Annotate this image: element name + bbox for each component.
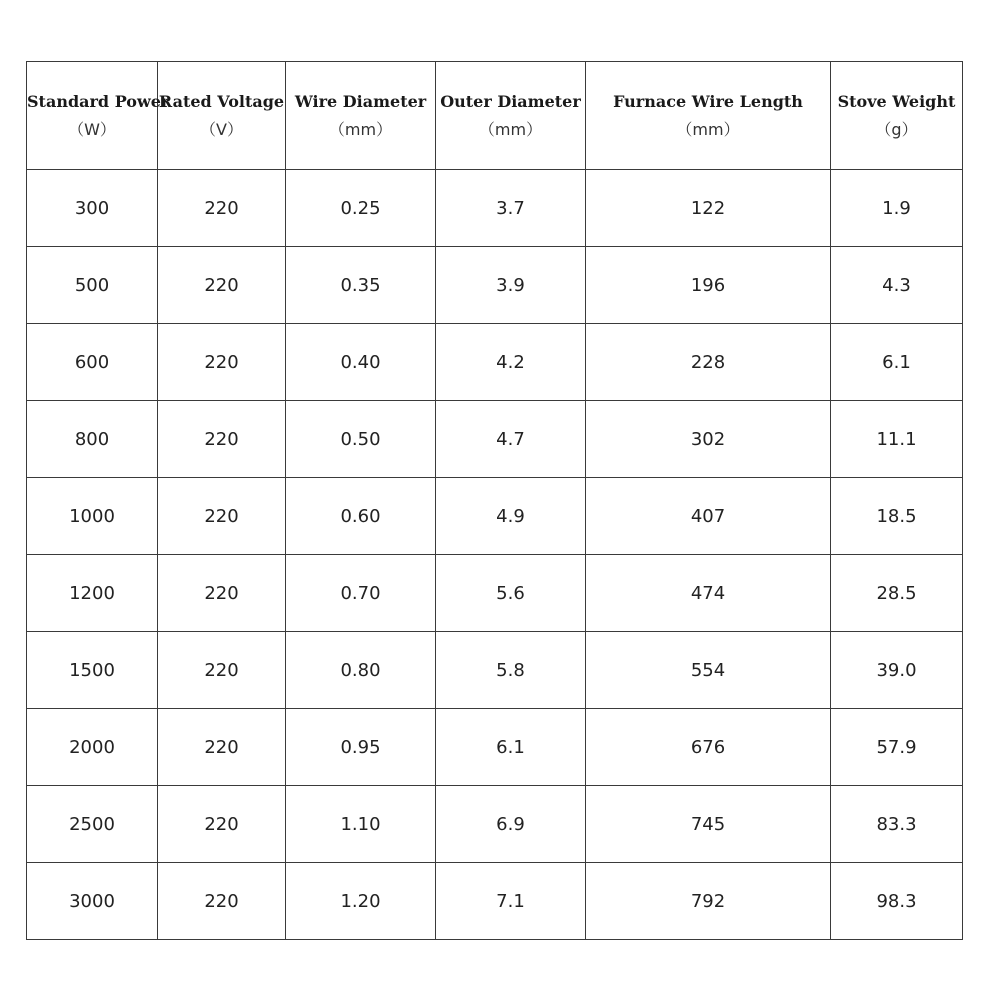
cell-outer-diameter: 5.6	[436, 555, 586, 632]
cell-furnace-wire-length: 474	[586, 555, 831, 632]
cell-standard-power: 3000	[27, 863, 158, 940]
cell-wire-diameter: 0.80	[286, 632, 436, 709]
header-unit: （W）	[68, 119, 116, 139]
cell-outer-diameter: 7.1	[436, 863, 586, 940]
table-row	[27, 863, 963, 940]
cell-rated-voltage: 220	[158, 632, 286, 709]
cell-stove-weight: 39.0	[831, 632, 963, 709]
cell-furnace-wire-length: 228	[586, 324, 831, 401]
cell-rated-voltage: 220	[158, 786, 286, 863]
cell-outer-diameter: 5.8	[436, 632, 586, 709]
cell-furnace-wire-length: 122	[586, 170, 831, 247]
header-rated-voltage	[158, 62, 286, 170]
cell-standard-power: 500	[27, 247, 158, 324]
cell-stove-weight: 83.3	[831, 786, 963, 863]
header-furnace-wire-length	[586, 62, 831, 170]
cell-furnace-wire-length: 196	[586, 247, 831, 324]
cell-standard-power: 1200	[27, 555, 158, 632]
cell-outer-diameter: 3.9	[436, 247, 586, 324]
cell-rated-voltage: 220	[158, 555, 286, 632]
cell-furnace-wire-length: 302	[586, 401, 831, 478]
table-row	[27, 478, 963, 555]
header-unit: （mm）	[478, 119, 543, 139]
cell-stove-weight: 57.9	[831, 709, 963, 786]
cell-standard-power: 2500	[27, 786, 158, 863]
header-row	[27, 62, 963, 170]
cell-wire-diameter: 1.10	[286, 786, 436, 863]
cell-outer-diameter: 4.9	[436, 478, 586, 555]
header-unit: （mm）	[676, 119, 740, 139]
cell-standard-power: 300	[27, 170, 158, 247]
table-row	[27, 786, 963, 863]
cell-wire-diameter: 0.50	[286, 401, 436, 478]
cell-furnace-wire-length: 676	[586, 709, 831, 786]
cell-standard-power: 1500	[27, 632, 158, 709]
cell-wire-diameter: 0.40	[286, 324, 436, 401]
cell-rated-voltage: 220	[158, 863, 286, 940]
cell-outer-diameter: 6.9	[436, 786, 586, 863]
header-unit: （mm）	[328, 119, 393, 139]
cell-furnace-wire-length: 407	[586, 478, 831, 555]
cell-outer-diameter: 4.7	[436, 401, 586, 478]
header-label: Standard Power	[27, 91, 170, 111]
cell-standard-power: 600	[27, 324, 158, 401]
table-row	[27, 247, 963, 324]
cell-furnace-wire-length: 554	[586, 632, 831, 709]
header-wire-diameter	[286, 62, 436, 170]
header-label: Furnace Wire Length	[613, 91, 803, 111]
cell-rated-voltage: 220	[158, 709, 286, 786]
table-row	[27, 401, 963, 478]
header-label: Stove Weight	[837, 91, 956, 111]
cell-stove-weight: 1.9	[831, 170, 963, 247]
cell-rated-voltage: 220	[158, 478, 286, 555]
header-label: Wire Diameter	[294, 91, 427, 111]
cell-wire-diameter: 1.20	[286, 863, 436, 940]
header-label: Outer Diameter	[440, 91, 581, 111]
table-header	[27, 62, 963, 170]
cell-outer-diameter: 6.1	[436, 709, 586, 786]
cell-standard-power: 1000	[27, 478, 158, 555]
cell-furnace-wire-length: 745	[586, 786, 831, 863]
cell-furnace-wire-length: 792	[586, 863, 831, 940]
table-row	[27, 170, 963, 247]
cell-rated-voltage: 220	[158, 324, 286, 401]
cell-rated-voltage: 220	[158, 170, 286, 247]
cell-stove-weight: 4.3	[831, 247, 963, 324]
cell-stove-weight: 11.1	[831, 401, 963, 478]
cell-wire-diameter: 0.35	[286, 247, 436, 324]
cell-wire-diameter: 0.60	[286, 478, 436, 555]
cell-rated-voltage: 220	[158, 401, 286, 478]
cell-stove-weight: 6.1	[831, 324, 963, 401]
table-body	[27, 170, 963, 940]
cell-outer-diameter: 3.7	[436, 170, 586, 247]
header-unit: （V）	[200, 119, 243, 139]
table-row	[27, 632, 963, 709]
cell-outer-diameter: 4.2	[436, 324, 586, 401]
cell-wire-diameter: 0.25	[286, 170, 436, 247]
cell-wire-diameter: 0.70	[286, 555, 436, 632]
header-standard-power	[27, 62, 170, 170]
spec-table	[26, 61, 963, 940]
cell-stove-weight: 28.5	[831, 555, 963, 632]
header-outer-diameter	[436, 62, 586, 170]
cell-standard-power: 800	[27, 401, 158, 478]
cell-wire-diameter: 0.95	[286, 709, 436, 786]
header-label: Rated Voltage	[158, 91, 285, 111]
table-row	[27, 324, 963, 401]
cell-stove-weight: 98.3	[831, 863, 963, 940]
cell-rated-voltage: 220	[158, 247, 286, 324]
header-unit: （g）	[875, 119, 918, 139]
table-row	[27, 709, 963, 786]
cell-stove-weight: 18.5	[831, 478, 963, 555]
cell-standard-power: 2000	[27, 709, 158, 786]
table-row	[27, 555, 963, 632]
header-stove-weight	[831, 62, 963, 170]
